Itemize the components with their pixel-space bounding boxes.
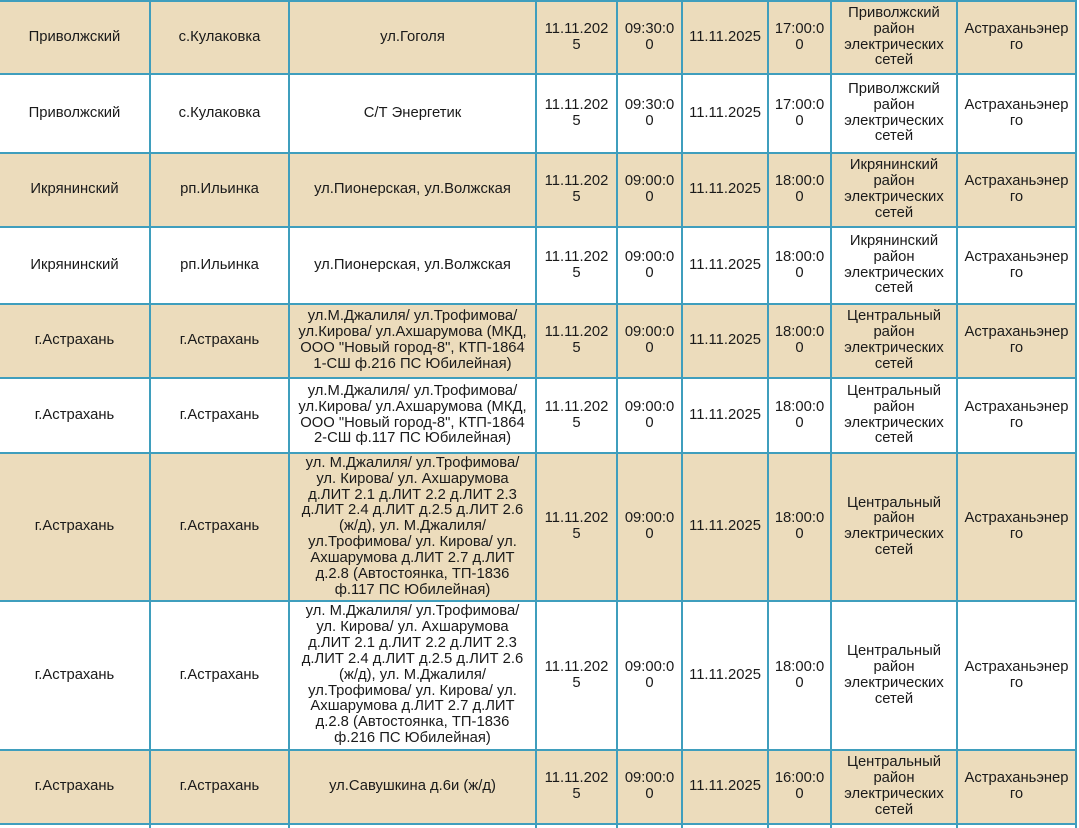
company-cell: Астраханьэнерго [957,74,1076,153]
end-date-cell: 11.11.2025 [682,153,768,227]
streets-cell: ул.Пионерская, ул.Волжская [289,227,536,304]
streets-cell: ул. М.Джалиля/ ул.Трофимова/ ул. Кирова/ ул. Ахшарумова д.ЛИТ 2.1 д.ЛИТ 2.2 д.ЛИТ 2.3 д.ЛИТ 2.4 д.ЛИТ д.2.5 д.ЛИТ 2.6 (ж/д), ул. М.Джалиля/ ул.Трофимова/ ул. Кирова/ ул. Ахшарумова д.ЛИТ 2.7 д.ЛИТ д.2.8 (Автостоянка, ТП-1836 ф.117 ПС Юбилейная) [289,453,536,601]
start-time-cell: 09:30:00 [617,1,682,74]
streets-cell: ул.Савушкина д.6и (ж/д) [289,750,536,824]
network-region-cell: Центральный район электрических сетей [831,601,957,749]
end-date-cell: 11.11.2025 [682,1,768,74]
network-region-cell: Приволжский район электрических сетей [831,74,957,153]
end-date-cell: 11.11.2025 [682,304,768,378]
district-cell: Приволжский [0,74,150,153]
streets-cell: ул.М.Джалиля/ ул.Трофимова/ ул.Кирова/ ул.Ахшарумова (МКД, ООО "Новый город-8", КТП-1864 2-СШ ф.117 ПС Юбилейная) [289,378,536,453]
end-time-cell: 16:00:00 [768,750,831,824]
start-date-cell: 11.11.2025 [536,304,617,378]
settlement-cell: г.Астрахань [150,453,289,601]
district-cell: г.Астрахань [0,750,150,824]
table-row [0,824,1076,828]
table-row [0,453,1076,601]
start-date-cell: 11.11.2025 [536,601,617,749]
company-cell: Астраханьэнерго [957,153,1076,227]
network-region-cell: Центральный район электрических сетей [831,378,957,453]
start-time-cell: 09:00:00 [617,601,682,749]
end-date-cell: 11.11.2025 [682,378,768,453]
streets-cell: С/Т Энергетик [289,74,536,153]
end-time-cell: 18:00:00 [768,378,831,453]
end-time-cell: 18:00:00 [768,153,831,227]
start-date-cell: 11.11.2025 [536,74,617,153]
network-region-cell: Приволжский район электрических сетей [831,1,957,74]
start-date-cell: 11.11.2025 [536,153,617,227]
network-region-cell [831,824,957,828]
start-time-cell: 09:00:00 [617,227,682,304]
district-cell: Приволжский [0,1,150,74]
district-cell: Икрянинский [0,153,150,227]
company-cell [957,824,1076,828]
table-row [0,601,1076,749]
district-cell: г.Астрахань [0,304,150,378]
start-date-cell [536,824,617,828]
streets-cell: ул.Пионерская, ул.Волжская [289,153,536,227]
end-date-cell: 11.11.2025 [682,74,768,153]
end-time-cell: 18:00:00 [768,304,831,378]
settlement-cell: с.Кулаковка [150,1,289,74]
table-row [0,378,1076,453]
settlement-cell: с.Кулаковка [150,74,289,153]
end-date-cell: 11.11.2025 [682,227,768,304]
end-date-cell: 11.11.2025 [682,601,768,749]
start-time-cell: 09:00:00 [617,750,682,824]
start-date-cell: 11.11.2025 [536,1,617,74]
district-cell: Икрянинский [0,227,150,304]
end-time-cell: 18:00:00 [768,453,831,601]
settlement-cell: г.Астрахань [150,304,289,378]
outage-table-rows [0,1,1076,828]
district-cell: г.Астрахань [0,378,150,453]
end-time-cell [768,824,831,828]
company-cell: Астраханьэнерго [957,378,1076,453]
end-date-cell: 11.11.2025 [682,453,768,601]
table-row [0,74,1076,153]
streets-cell [289,824,536,828]
company-cell: Астраханьэнерго [957,304,1076,378]
end-time-cell: 17:00:00 [768,1,831,74]
start-date-cell: 11.11.2025 [536,378,617,453]
district-cell: г.Астрахань [0,453,150,601]
network-region-cell: Икрянинский район электрических сетей [831,153,957,227]
end-time-cell: 18:00:00 [768,227,831,304]
start-date-cell: 11.11.2025 [536,227,617,304]
settlement-cell: г.Астрахань [150,378,289,453]
start-time-cell: 09:00:00 [617,304,682,378]
district-cell [0,824,150,828]
company-cell: Астраханьэнерго [957,750,1076,824]
network-region-cell: Икрянинский район электрических сетей [831,227,957,304]
start-time-cell: 09:00:00 [617,153,682,227]
streets-cell: ул.М.Джалиля/ ул.Трофимова/ ул.Кирова/ ул.Ахшарумова (МКД, ООО "Новый город-8", КТП-1864 1-СШ ф.216 ПС Юбилейная) [289,304,536,378]
network-region-cell: Центральный район электрических сетей [831,750,957,824]
end-time-cell: 18:00:00 [768,601,831,749]
end-date-cell: 11.11.2025 [682,750,768,824]
start-time-cell: 09:00:00 [617,453,682,601]
end-date-cell [682,824,768,828]
start-date-cell: 11.11.2025 [536,453,617,601]
settlement-cell: г.Астрахань [150,601,289,749]
network-region-cell: Центральный район электрических сетей [831,453,957,601]
company-cell: Астраханьэнерго [957,1,1076,74]
settlement-cell [150,824,289,828]
start-date-cell: 11.11.2025 [536,750,617,824]
streets-cell: ул.Гоголя [289,1,536,74]
settlement-cell: г.Астрахань [150,750,289,824]
network-region-cell: Центральный район электрических сетей [831,304,957,378]
start-time-cell: 09:00:00 [617,378,682,453]
table-row [0,1,1076,74]
table-row [0,750,1076,824]
company-cell: Астраханьэнерго [957,601,1076,749]
end-time-cell: 17:00:00 [768,74,831,153]
table-row [0,227,1076,304]
start-time-cell [617,824,682,828]
streets-cell: ул. М.Джалиля/ ул.Трофимова/ ул. Кирова/ ул. Ахшарумова д.ЛИТ 2.1 д.ЛИТ 2.2 д.ЛИТ 2.3 д.ЛИТ 2.4 д.ЛИТ д.2.5 д.ЛИТ 2.6 (ж/д), ул. М.Джалиля/ ул.Трофимова/ ул. Кирова/ ул. Ахшарумова д.ЛИТ 2.7 д.ЛИТ д.2.8 (Автостоянка, ТП-1836 ф.216 ПС Юбилейная) [289,601,536,749]
table-row [0,153,1076,227]
company-cell: Астраханьэнерго [957,453,1076,601]
settlement-cell: рп.Ильинка [150,227,289,304]
settlement-cell: рп.Ильинка [150,153,289,227]
district-cell: г.Астрахань [0,601,150,749]
table-row [0,304,1076,378]
start-time-cell: 09:30:00 [617,74,682,153]
company-cell: Астраханьэнерго [957,227,1076,304]
